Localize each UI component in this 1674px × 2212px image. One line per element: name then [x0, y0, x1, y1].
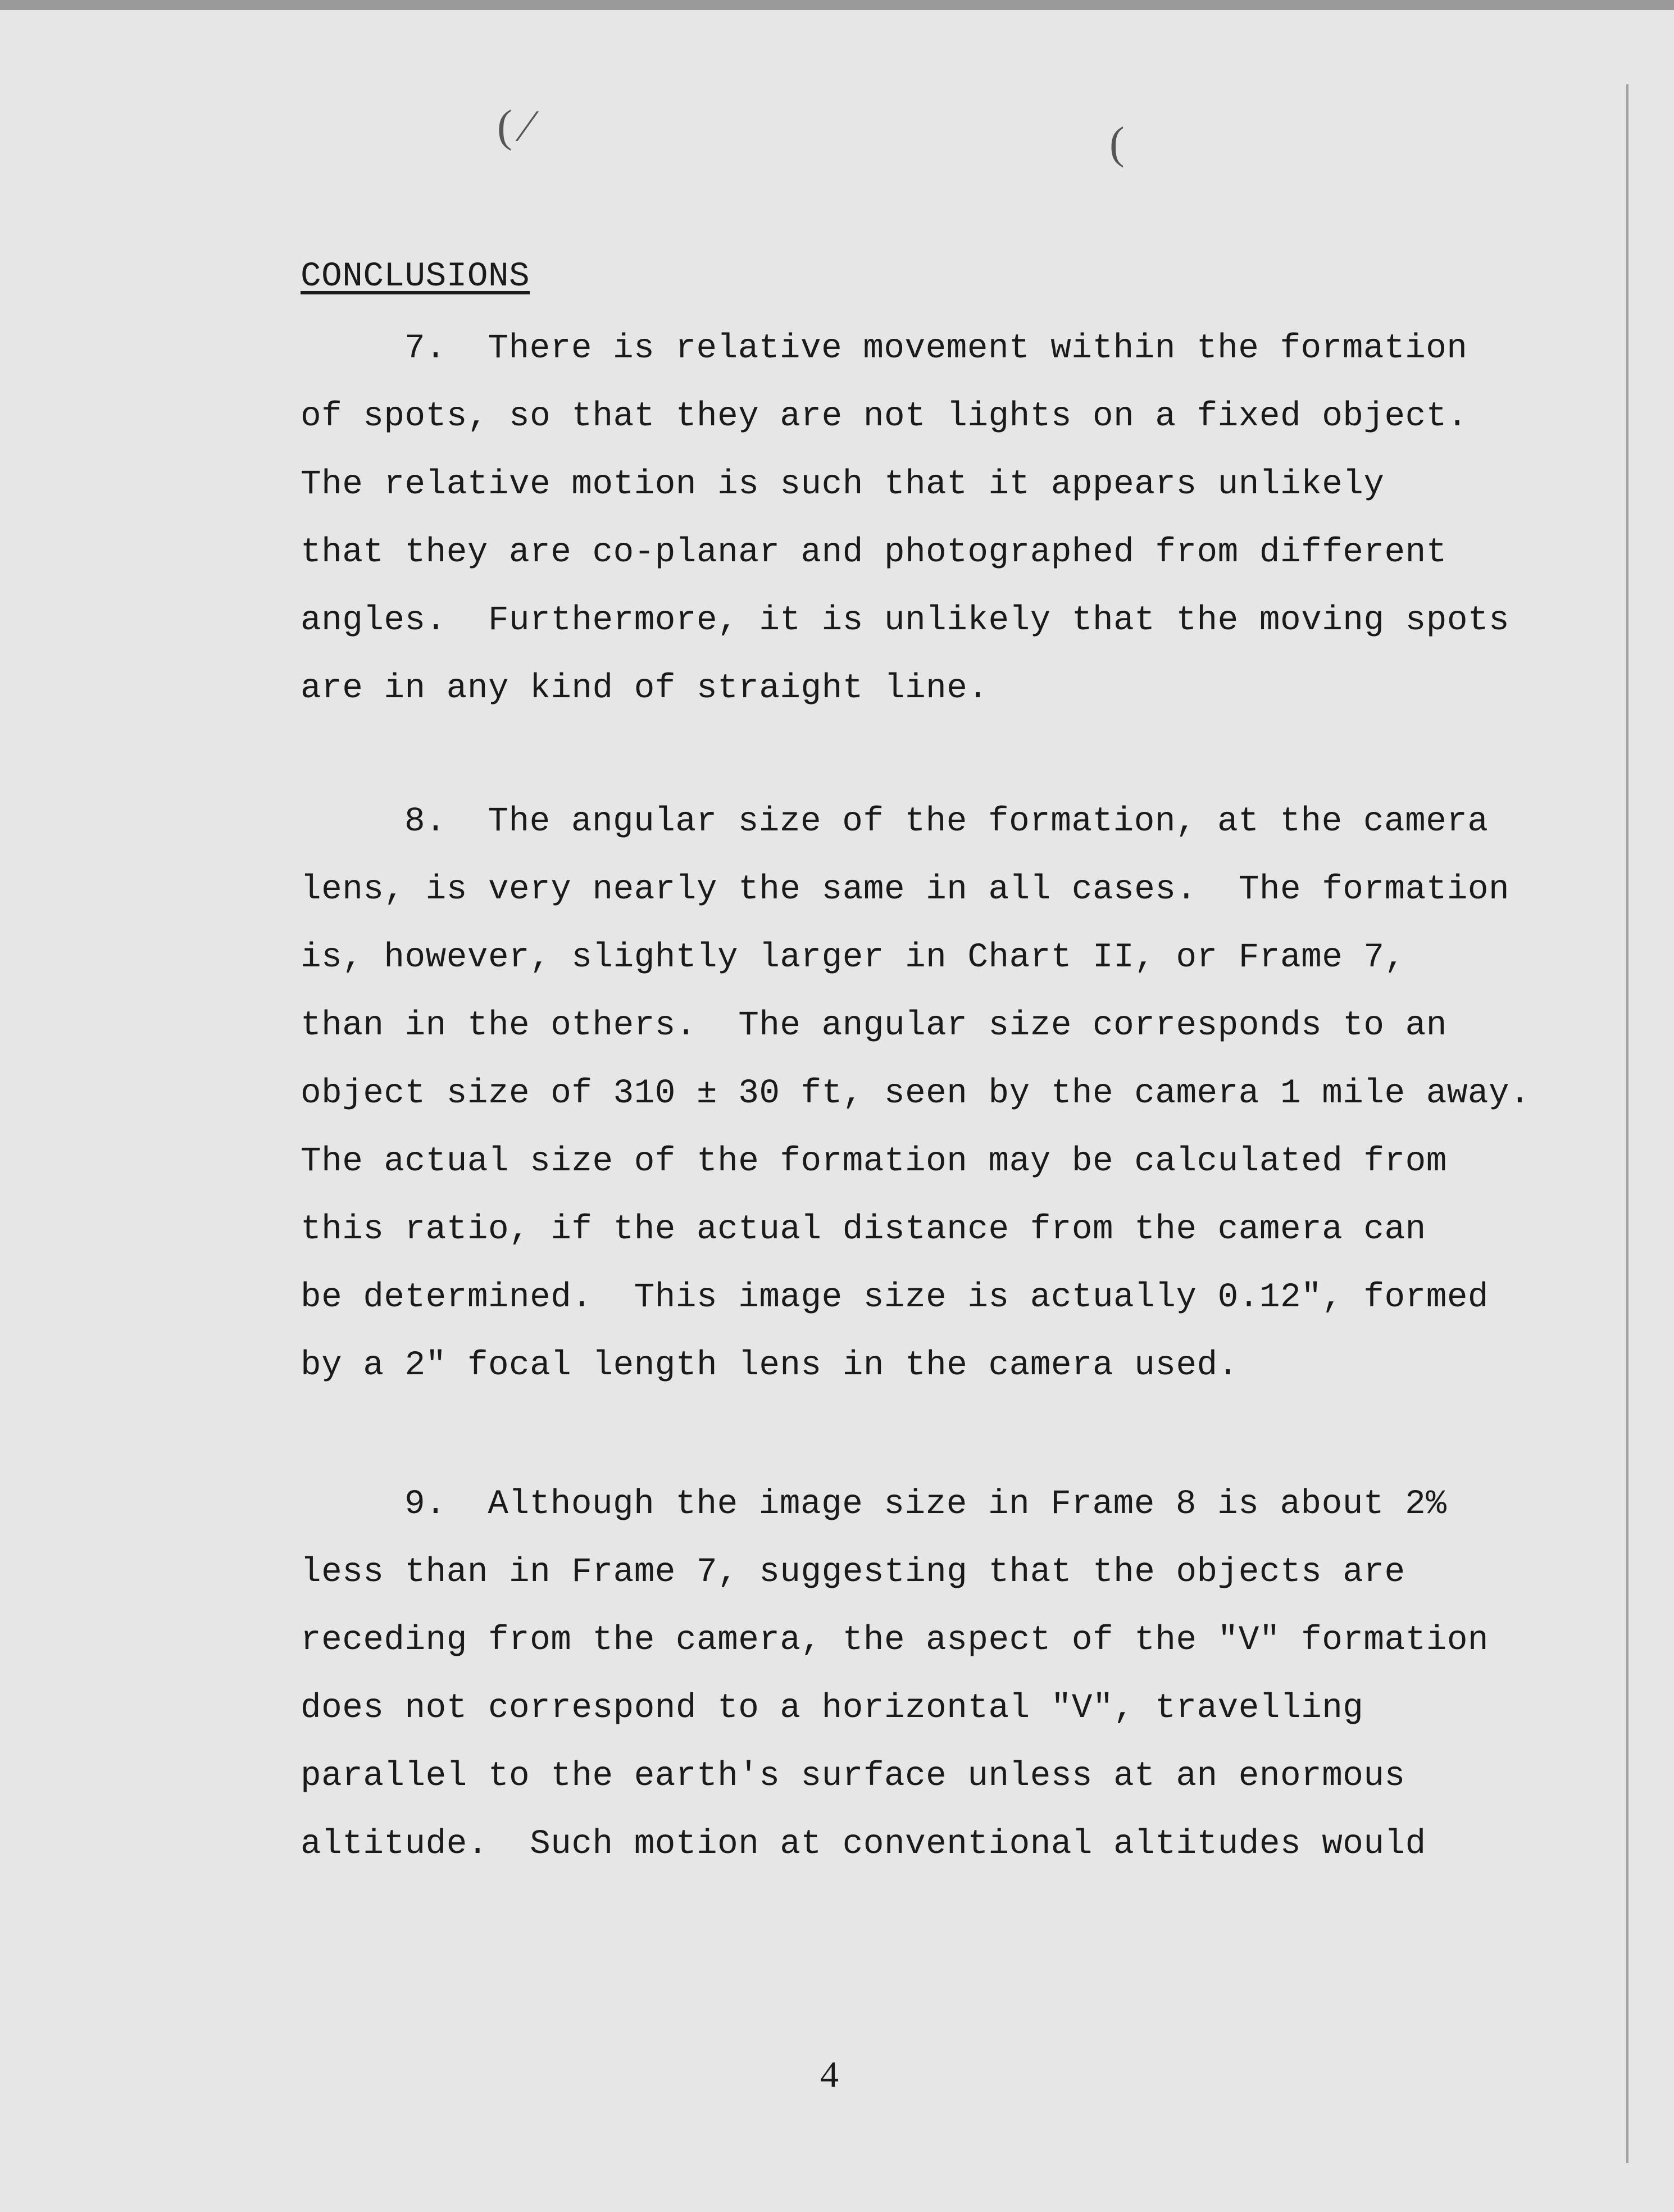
paragraph-7-line: The relative motion is such that it appears unlikely: [301, 465, 1385, 504]
scan-mark: ( ⁄: [497, 102, 531, 151]
paragraph-9-line: less than in Frame 7, suggesting that the objects are: [301, 1553, 1405, 1592]
paragraph-8-line: this ratio, if the actual distance from the camera can: [301, 1210, 1426, 1249]
paragraph-8-line: than in the others. The angular size corresponds to an: [301, 1006, 1447, 1045]
paragraph-9-line: does not correspond to a horizontal "V", travelling: [301, 1689, 1364, 1728]
scan-mark: (: [1109, 119, 1125, 168]
paragraph-8-line: be determined. This image size is actually 0.12", formed: [301, 1278, 1489, 1317]
paragraph-8-line: 8. The angular size of the formation, at the camera: [404, 802, 1489, 841]
section-heading: CONCLUSIONS: [301, 257, 530, 296]
paragraph-9-line: 9. Although the image size in Frame 8 is about 2%: [404, 1485, 1447, 1524]
paragraph-7-line: are in any kind of straight line.: [301, 669, 989, 708]
paragraph-8-line: lens, is very nearly the same in all cases. The formation: [301, 870, 1510, 909]
paragraph-7-line: that they are co-planar and photographed from different: [301, 533, 1447, 572]
page-number: 4: [820, 2054, 839, 2095]
paragraph-7-line: of spots, so that they are not lights on a fixed object.: [301, 397, 1468, 436]
paragraph-9-line: parallel to the earth's surface unless at an enormous: [301, 1757, 1405, 1796]
paragraph-9-line: altitude. Such motion at conventional altitudes would: [301, 1825, 1426, 1864]
scan-top-border: [0, 0, 1674, 10]
paragraph-8-line: by a 2" focal length lens in the camera used.: [301, 1346, 1239, 1385]
paragraph-7-line: 7. There is relative movement within the formation: [404, 329, 1468, 368]
paragraph-8-line: object size of 310 ± 30 ft, seen by the camera 1 mile away.: [301, 1074, 1531, 1113]
paragraph-7-line: angles. Furthermore, it is unlikely that the moving spots: [301, 601, 1510, 640]
paragraph-9-line: receding from the camera, the aspect of the "V" formation: [301, 1621, 1489, 1660]
paragraph-8-line: is, however, slightly larger in Chart II, or Frame 7,: [301, 938, 1405, 977]
scan-right-edge: [1626, 84, 1628, 2163]
paragraph-8-line: The actual size of the formation may be calculated from: [301, 1142, 1447, 1181]
